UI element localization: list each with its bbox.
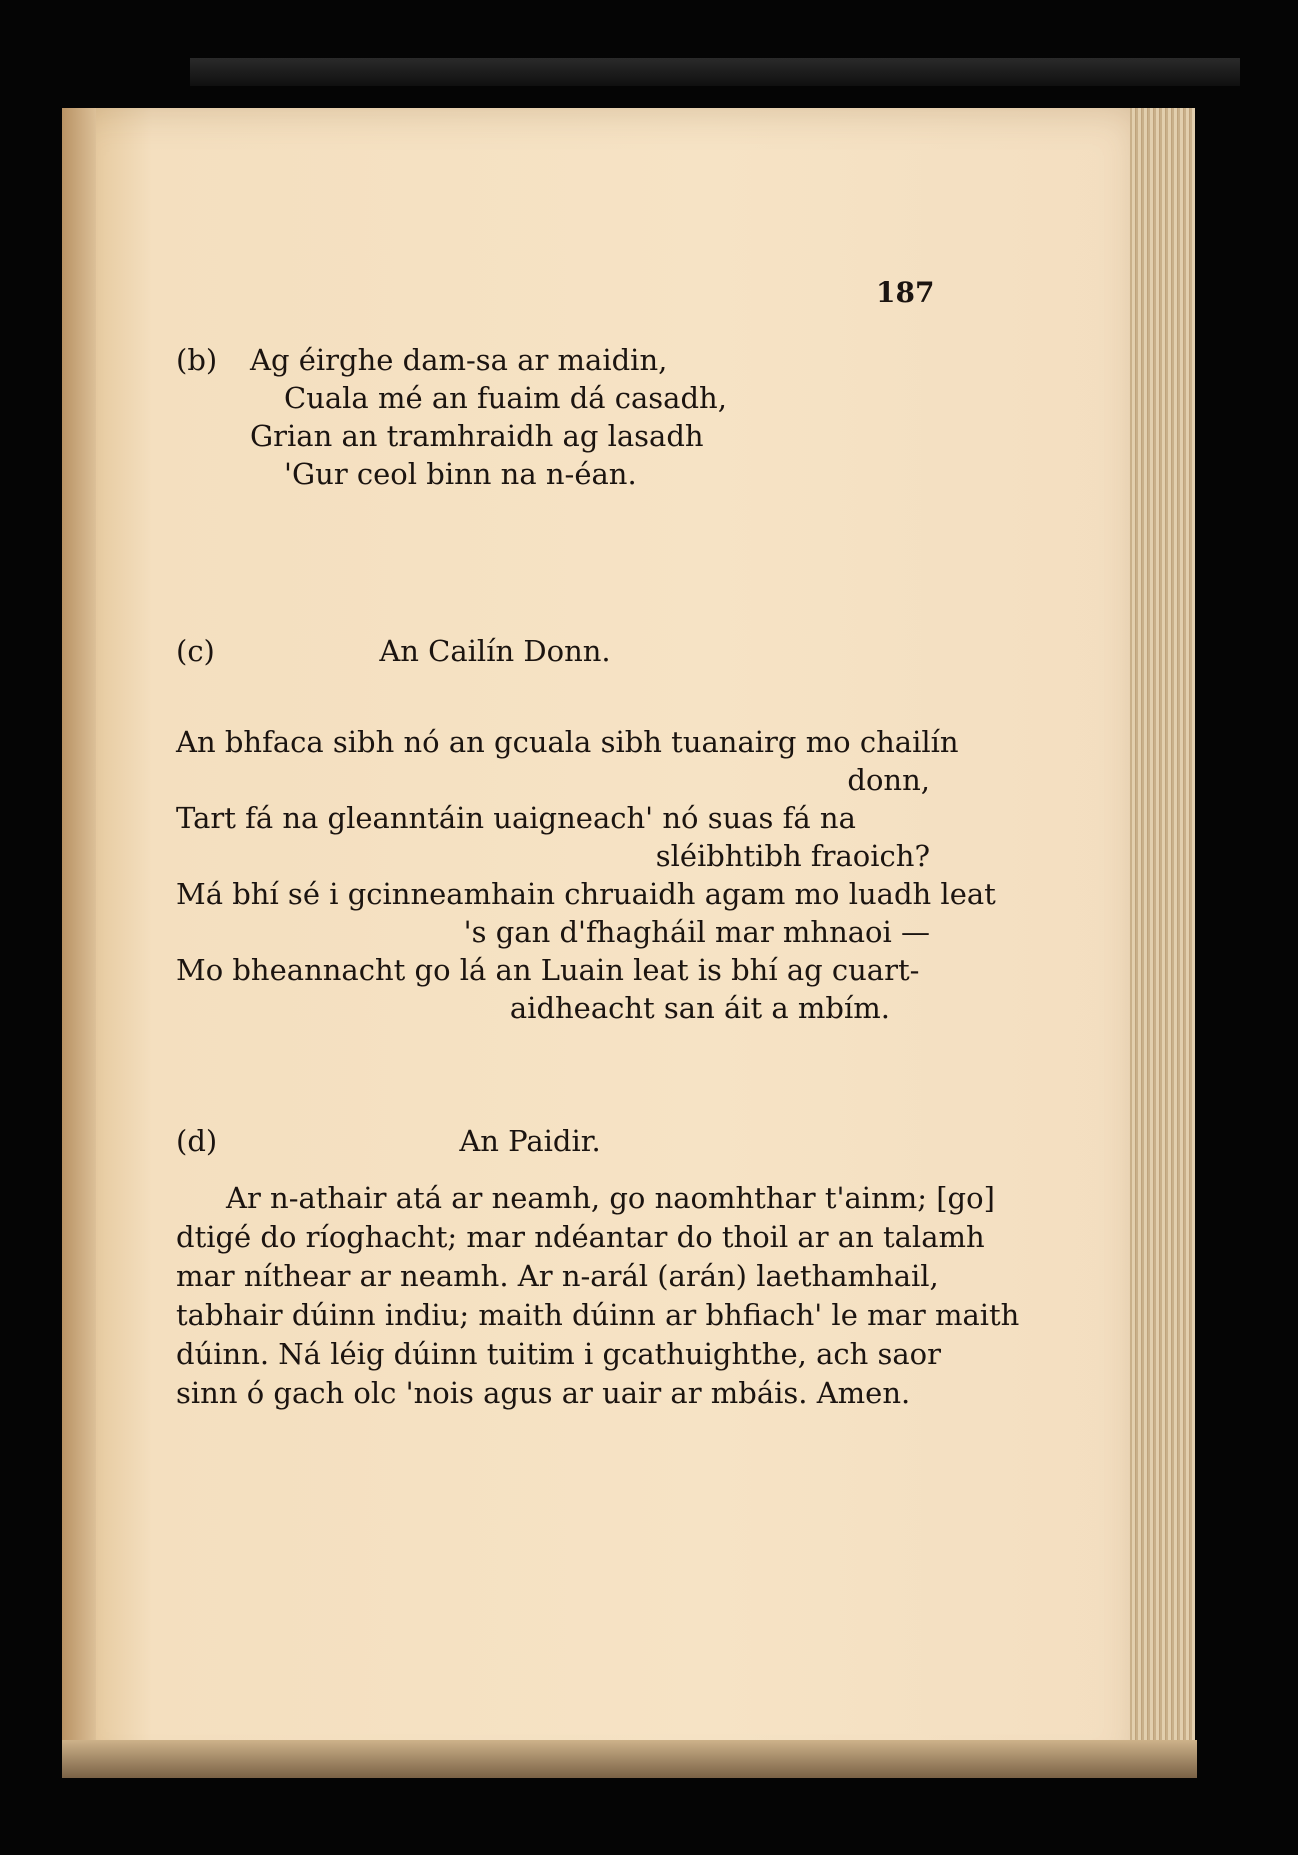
section-b-marker: (b): [176, 343, 218, 377]
prayer-line: dúinn. Ná léig dúinn tuitim i gcathuighthe, ach saor: [176, 1337, 941, 1371]
sleeve-edge: [190, 58, 1240, 86]
verse-line: 'Gur ceol binn na n-éan.: [284, 457, 637, 491]
verse-line: donn,: [847, 763, 930, 797]
prayer-line: dtigé do ríoghacht; mar ndéantar do thoil ar an talamh: [176, 1220, 985, 1254]
verse-line: Tart fá na gleanntáin uaigneach' nó suas fá na: [176, 801, 856, 835]
verse-line: aidheacht san áit a mbím.: [509, 991, 890, 1025]
verse-line: Má bhí sé i gcinneamhain chruaidh agam mo luadh leat: [176, 877, 996, 911]
prayer-line: sinn ó gach olc 'nois agus ar uair ar mbáis. Amen.: [176, 1376, 911, 1410]
section-c-title: An Cailín Donn.: [379, 634, 611, 668]
section-c-marker: (c): [176, 634, 215, 668]
verse-line: An bhfaca sibh nó an gcuala sibh tuanairg mo chailín: [176, 725, 959, 759]
verse-line: Grian an tramhraidh ag lasadh: [250, 419, 704, 453]
section-d-title: An Paidir.: [459, 1124, 601, 1158]
prayer-line: mar níthear ar neamh. Ar n-arál (arán) laethamhail,: [176, 1259, 939, 1293]
verse-line: Mo bheannacht go lá an Luain leat is bhí ag cuart-: [176, 953, 920, 987]
section-d-marker: (d): [176, 1124, 218, 1158]
verse-line: Ag éirghe dam-sa ar maidin,: [250, 343, 668, 377]
prayer-line: Ar n-athair atá ar neamh, go naomhthar t'ainm; [go]: [226, 1181, 995, 1215]
verse-line: Cuala mé an fuaim dá casadh,: [284, 381, 727, 415]
verse-line: 's gan d'fhagháil mar mhnaoi —: [463, 915, 930, 949]
page-gutter-shadow: [62, 108, 96, 1776]
page-fore-edge: [1130, 108, 1195, 1748]
page-number: 187: [876, 276, 935, 309]
prayer-line: tabhair dúinn indiu; maith dúinn ar bhfiach' le mar maith: [176, 1298, 1020, 1332]
page-bottom-edge: [62, 1740, 1197, 1778]
verse-line: sléibhtibh fraoich?: [655, 839, 930, 873]
